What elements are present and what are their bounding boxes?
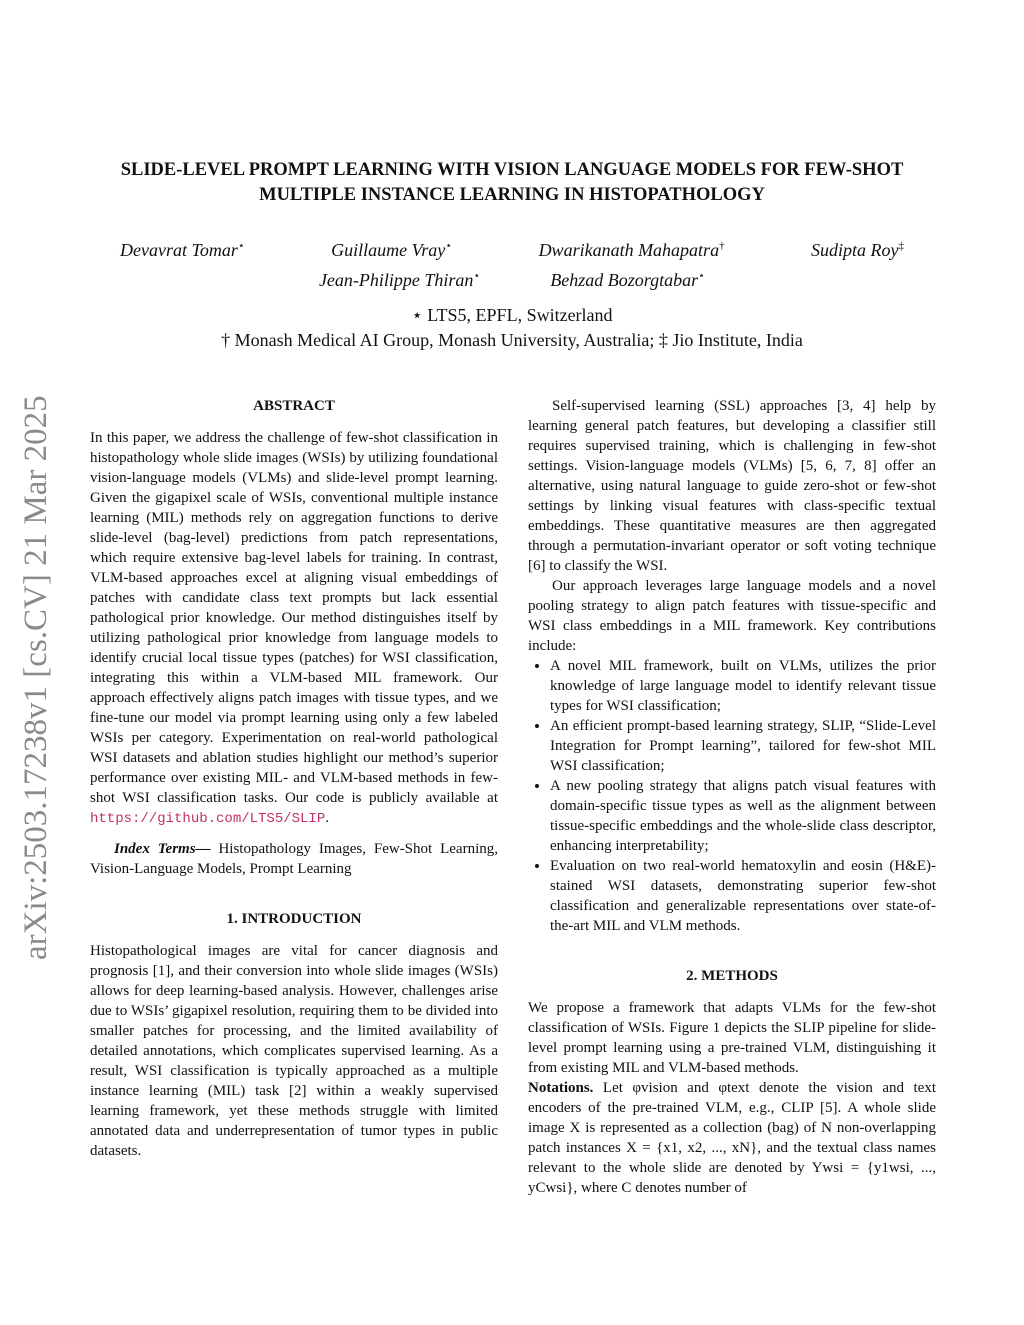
index-terms: Index Terms— Histopathology Images, Few-Shot Learning, Vision-Language Models, Prompt Learning	[90, 841, 499, 877]
author-row-1	[120, 233, 904, 263]
affiliation-1: ⋆ LTS5, EPFL, Switzerland	[411, 305, 613, 325]
affiliation-2: † Monash Medical AI Group, Monash University, Australia; ‡ Jio Institute, India	[221, 330, 803, 350]
paper-title	[70, 158, 954, 208]
notations-paragraph: Notations. Let φvision and φtext denote the vision and text encoders of the pre-trained VLM, e.g., CLIP [5]. A whole slide image X is represented as a collection (bag) of N non-overlapping patch instances X = {x1, x2, ..., xN}, and the textual class names relevant to the whole slide are denoted by Ywsi = {y1wsi, ..., yCwsi}, where C denotes number of	[528, 1080, 936, 1196]
list-item: • An efficient prompt-based learning strategy, SLIP, “Slide-Level Integration for Prompt learning”, tailored for few-shot MIL WSI classification;	[550, 716, 936, 776]
author: Dwarikanath Mahapatra†	[538, 240, 725, 260]
author: Jean-Philippe Thiran⋆	[318, 270, 481, 290]
introduction-body: Histopathological images are vital for cancer diagnosis and prognosis [1], and their conversion into whole slide images (WSIs) allows for deep learning-based analysis. However, challenges arise due to WSIs’ gigapixel resolution, requiring them to be divided into smaller patches for processing, and the limited availability of detailed annotations, which complicates supervised learning. As a result, WSI classification is typically approached as a multiple instance learning (MIL) task [2] within a weakly supervised learning framework, yet these methods struggle with limited annotated data and underrepresentation of tumor types in public datasets.	[90, 943, 498, 1159]
left-column	[90, 396, 498, 1161]
methods-heading: 2. METHODS	[686, 968, 778, 984]
index-terms-label: Index Terms—	[114, 841, 211, 857]
author-list	[120, 233, 904, 293]
notations-label: Notations.	[528, 1080, 594, 1096]
affiliations	[70, 303, 954, 353]
code-link[interactable]: https://github.com/LTS5/SLIP	[90, 811, 326, 827]
list-item: • Evaluation on two real-world hematoxylin and eosin (H&E)-stained WSI datasets, demonstrating superior few-shot classification and generalizable representations over state-of-the-art MIL and VLM methods.	[550, 856, 936, 936]
title-line-2: MULTIPLE INSTANCE LEARNING IN HISTOPATHOLOGY	[259, 185, 765, 205]
list-item: • A novel MIL framework, built on VLMs, utilizes the prior knowledge of large language model to identify relevant tissue types for WSI classification;	[550, 656, 936, 716]
author: Sudipta Roy‡	[810, 240, 904, 260]
abstract-heading: ABSTRACT	[253, 398, 335, 414]
methods-body: We propose a framework that adapts VLMs for the few-shot classification of WSIs. Figure 1 depicts the SLIP pipeline for slide-level prompt learning using a pre-trained VLM, distinguishing it from existing MIL and VLM-based methods.	[528, 1000, 936, 1076]
list-item: • A new pooling strategy that aligns patch visual features with domain-specific tissue types as well as the alignment between tissue-specific embeddings and the whole-slide class descriptor, enhancing interpretability;	[550, 776, 936, 856]
approach-paragraph: Our approach leverages large language models and a novel pooling strategy to align patch features with tissue-specific and WSI class embeddings in a MIL framework. Key contributions include:	[528, 578, 936, 654]
author: Devavrat Tomar⋆	[120, 240, 245, 260]
introduction-heading: 1. INTRODUCTION	[226, 911, 362, 927]
title-line-1: SLIDE-LEVEL PROMPT LEARNING WITH VISION LANGUAGE MODELS FOR FEW-SHOT	[120, 160, 904, 180]
ssl-paragraph: Self-supervised learning (SSL) approaches [3, 4] help by learning general patch features, but developing a classifier still requires supervised training, which is challenging in few-shot settings. Vision-language models (VLMs) [5, 6, 7, 8] offer an alternative, using natural language to guide zero-shot or few-shot settings by linking visual features with class-specific textual embeddings. These quantitative measures are then aggregated through a permutation-invariant operator or soft voting technique [6] to classify the WSI.	[528, 398, 936, 574]
abstract-body: In this paper, we address the challenge of few-shot classification in histopathology whole slide images (WSIs) by utilizing foundational vision-language models (VLMs) and slide-level prompt learning. Given the gigapixel scale of WSIs, conventional multiple instance learning (MIL) methods rely on aggregation functions to derive slide-level (bag-level) predictions from patch representations, which require extensive bag-level labels for training. In contrast, VLM-based approaches excel at aligning visual embeddings of patches with candidate class text prompts but lack essential pathological prior knowledge. Our method distinguishes itself by utilizing pathological prior knowledge from language models to identify crucial local tissue types (patches) for WSI classification, integrating this within a VLM-based MIL framework. Our approach effectively aligns patch images with tissue types, and we fine-tune our model via prompt learning using only a few labeled WSIs per category. Experimentation on real-world pathological WSI datasets and ablation studies highlight our method’s superior performance over existing MIL- and VLM-based methods in few-shot WSI classification tasks. Our code is publicly available at https://github.com/LTS5/SLIP.	[90, 430, 498, 827]
arxiv-sidebar	[14, 340, 62, 960]
contributions-list	[528, 656, 936, 936]
author-row-2	[120, 263, 904, 293]
right-column	[528, 396, 936, 1198]
arxiv-identifier: arXiv:2503.17238v1 [cs.CV] 21 Mar 2025	[18, 395, 54, 960]
author: Behzad Bozorgtabar⋆	[550, 270, 706, 290]
author: Guillaume Vray⋆	[331, 240, 453, 260]
